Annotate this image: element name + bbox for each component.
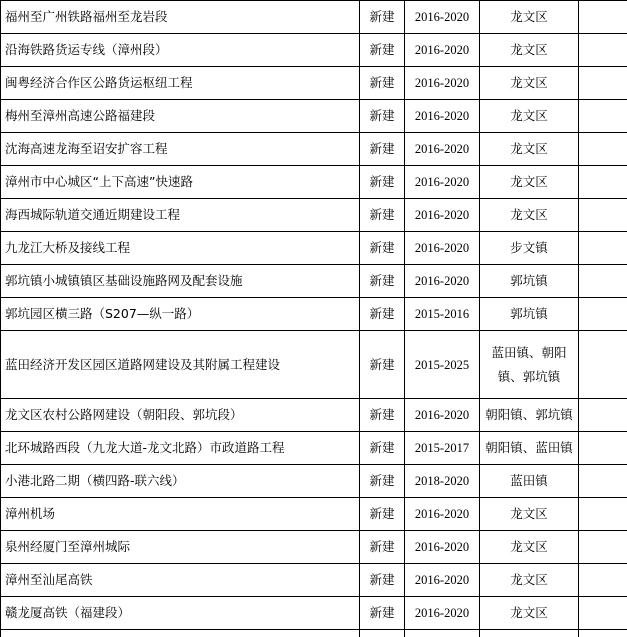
construction-period-cell: 2015-2016 [405,298,480,331]
construction-type-cell: 新建 [360,67,405,100]
project-name-cell: 小港北路二期（横四路-联六线） [1,465,360,498]
location-cell: 龙文区 [480,597,579,630]
table-row [1,34,627,67]
location-cell: 龙文区 [480,199,579,232]
note-cell [579,232,627,265]
construction-type-cell: 新建 [360,166,405,199]
construction-type-cell: 新建 [360,265,405,298]
project-name-cell: 九龙江大桥及接线工程 [1,232,360,265]
table-row [1,564,627,597]
location-cell: 朝阳镇、郭坑镇 [480,399,579,432]
project-name-cell: 福州至广州铁路福州至龙岩段 [1,1,360,34]
construction-period-cell: 2016-2020 [405,166,480,199]
project-name-cell: 漳州市中心城区“上下高速”快速路 [1,166,360,199]
construction-period-cell: 2016-2020 [405,67,480,100]
project-name-cell: 郭坑园区横三路（S207—纵一路） [1,298,360,331]
project-name-cell [1,630,360,637]
location-cell: 龙文区 [480,1,579,34]
location-cell: 龙文区 [480,531,579,564]
table-row [1,399,627,432]
construction-type-cell: 新建 [360,133,405,166]
construction-type-cell: 新建 [360,498,405,531]
project-name-cell: 沿海铁路货运专线（漳州段） [1,34,360,67]
location-cell: 郭坑镇 [480,265,579,298]
note-cell [579,67,627,100]
location-cell: 龙文区 [480,133,579,166]
table-row [1,630,627,637]
note-cell [579,630,627,637]
table-body [1,1,627,637]
project-name-cell: 泉州经厦门至漳州城际 [1,531,360,564]
note-cell [579,432,627,465]
table-row [1,265,627,298]
note-cell [579,465,627,498]
location-cell: 龙文区 [480,34,579,67]
construction-type-cell: 新建 [360,331,405,399]
construction-period-cell: 2016-2020 [405,399,480,432]
table-row [1,166,627,199]
location-cell [480,630,579,637]
table-row [1,298,627,331]
table-row [1,331,627,399]
construction-period-cell: 2015-2017 [405,432,480,465]
construction-period-cell: 2016-2020 [405,1,480,34]
table-row [1,100,627,133]
construction-type-cell: 新建 [360,432,405,465]
table-row [1,133,627,166]
construction-period-cell [405,630,480,637]
construction-period-cell: 2016-2020 [405,199,480,232]
construction-type-cell: 新建 [360,1,405,34]
construction-type-cell: 新建 [360,298,405,331]
project-name-cell: 北环城路西段（九龙大道-龙文北路）市政道路工程 [1,432,360,465]
construction-type-cell: 新建 [360,399,405,432]
project-name-cell: 漳州机场 [1,498,360,531]
table-row [1,498,627,531]
construction-period-cell: 2016-2020 [405,498,480,531]
project-name-cell: 漳州至汕尾高铁 [1,564,360,597]
construction-period-cell: 2016-2020 [405,232,480,265]
construction-type-cell: 新建 [360,34,405,67]
construction-type-cell [360,630,405,637]
construction-period-cell: 2016-2020 [405,133,480,166]
construction-period-cell: 2016-2020 [405,265,480,298]
location-cell: 龙文区 [480,564,579,597]
project-name-cell: 郭坑镇小城镇镇区基础设施路网及配套设施 [1,265,360,298]
note-cell [579,399,627,432]
construction-period-cell: 2016-2020 [405,34,480,67]
construction-type-cell: 新建 [360,465,405,498]
construction-period-cell: 2016-2020 [405,531,480,564]
note-cell [579,531,627,564]
note-cell [579,100,627,133]
note-cell [579,265,627,298]
construction-period-cell: 2018-2020 [405,465,480,498]
project-name-cell: 闽粤经济合作区公路货运枢纽工程 [1,67,360,100]
construction-period-cell: 2016-2020 [405,564,480,597]
location-cell: 蓝田镇、朝阳镇、郭坑镇 [480,331,579,399]
location-cell: 郭坑镇 [480,298,579,331]
location-cell: 龙文区 [480,67,579,100]
project-name-cell: 赣龙厦高铁（福建段） [1,597,360,630]
location-cell: 步文镇 [480,232,579,265]
note-cell [579,34,627,67]
note-cell [579,298,627,331]
construction-period-cell: 2016-2020 [405,597,480,630]
project-name-cell: 沈海高速龙海至诏安扩容工程 [1,133,360,166]
note-cell [579,597,627,630]
table-row [1,199,627,232]
project-name-cell: 龙文区农村公路网建设（朝阳段、郭坑段） [1,399,360,432]
construction-type-cell: 新建 [360,199,405,232]
note-cell [579,199,627,232]
construction-type-cell: 新建 [360,564,405,597]
location-cell: 龙文区 [480,100,579,133]
table-row [1,597,627,630]
table-row [1,465,627,498]
note-cell [579,166,627,199]
location-cell: 龙文区 [480,498,579,531]
project-name-cell: 海西城际轨道交通近期建设工程 [1,199,360,232]
construction-period-cell: 2016-2020 [405,100,480,133]
table-row [1,531,627,564]
table-row [1,232,627,265]
note-cell [579,564,627,597]
table-row [1,1,627,34]
note-cell [579,133,627,166]
construction-type-cell: 新建 [360,100,405,133]
construction-type-cell: 新建 [360,597,405,630]
project-name-cell: 梅州至漳州高速公路福建段 [1,100,360,133]
note-cell [579,331,627,399]
location-cell: 龙文区 [480,166,579,199]
table-row [1,432,627,465]
note-cell [579,1,627,34]
project-name-cell: 蓝田经济开发区园区道路网建设及其附属工程建设 [1,331,360,399]
note-cell [579,498,627,531]
construction-period-cell: 2015-2025 [405,331,480,399]
construction-type-cell: 新建 [360,232,405,265]
location-cell: 朝阳镇、蓝田镇 [480,432,579,465]
construction-type-cell: 新建 [360,531,405,564]
location-cell: 蓝田镇 [480,465,579,498]
table-row [1,67,627,100]
